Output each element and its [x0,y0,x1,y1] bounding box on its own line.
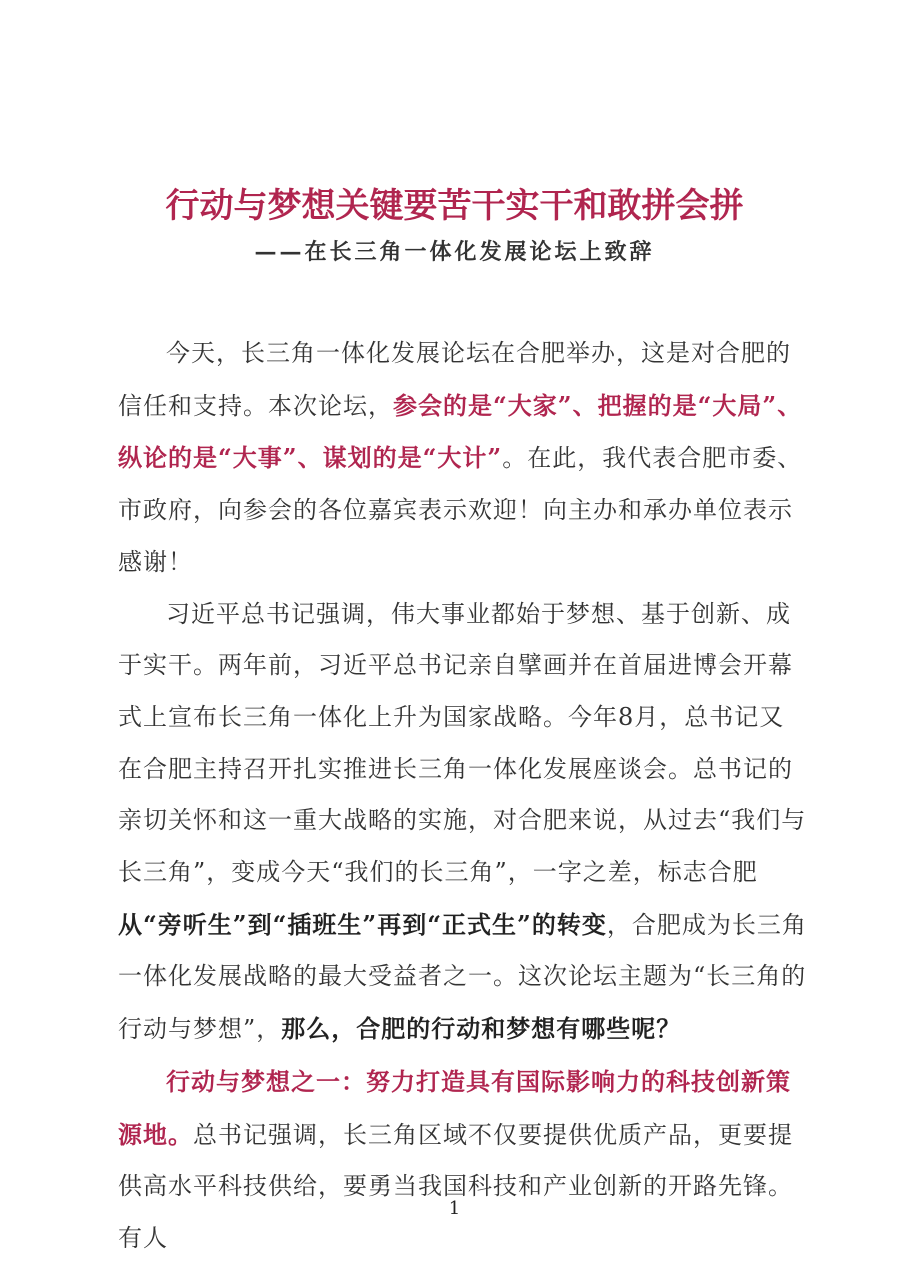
paragraph-background [118,589,808,1056]
document-subtitle: ——在长三角一体化发展论坛上致辞 [254,239,655,265]
section-heading: 行动与梦想之一：努力打造具有国际影响力的科技创新策源地。 [118,1066,791,1149]
paragraph-text: ，合肥成为长三角一体化发展战略的最大受益者之一。这次论坛主题为“长三角的行动与梦想”， [118,910,807,1044]
document-body [118,328,808,1265]
document-title: 行动与梦想关键要苦干实干和敢拼会拼 [165,186,744,226]
paragraph-text: 今天，长三角一体化发展论坛在合肥举办，这是对合肥的信任和支持。本次论坛， [118,339,791,420]
bold-question: 那么，合肥的行动和梦想有哪些呢？ [281,1014,682,1044]
paragraph-text: 。在此，我代表合肥市委、市政府，向参会的各位嘉宾表示欢迎！向主办和承办单位表示感谢！ [118,444,803,576]
bold-text: 从“旁听生”到“插班生”再到“正式生”的转变 [118,909,607,939]
paragraph-intro [118,328,808,589]
page-number: 1 [448,1198,461,1219]
highlight-text: 参会的是“大家”、把握的是“大局”、纵论的是“大事”、谋划的是“大计” [118,390,803,473]
paragraph-text: 习近平总书记强调，伟大事业都始于梦想、基于创新、成于实干。两年前，习近平总书记亲自擘画并在首届进博会开幕式上宣布长三角一体化上升为国家战略。今年8月，总书记又在合肥主持召开扎实推进长三角一体化发展座谈会。总书记的亲切关怀和这一重大战略的实施，对合肥来说，从过去“我们与长三角”，变成今天“我们的长三角”，一字之差，标志合肥 [118,599,807,887]
paragraph-goal-one [118,1056,808,1265]
paragraph-text: 总书记强调，长三角区域不仅要提供优质产品，更要提供高水平科技供给，要勇当我国科技和产业创新的开路先锋。有人 [118,1120,793,1252]
